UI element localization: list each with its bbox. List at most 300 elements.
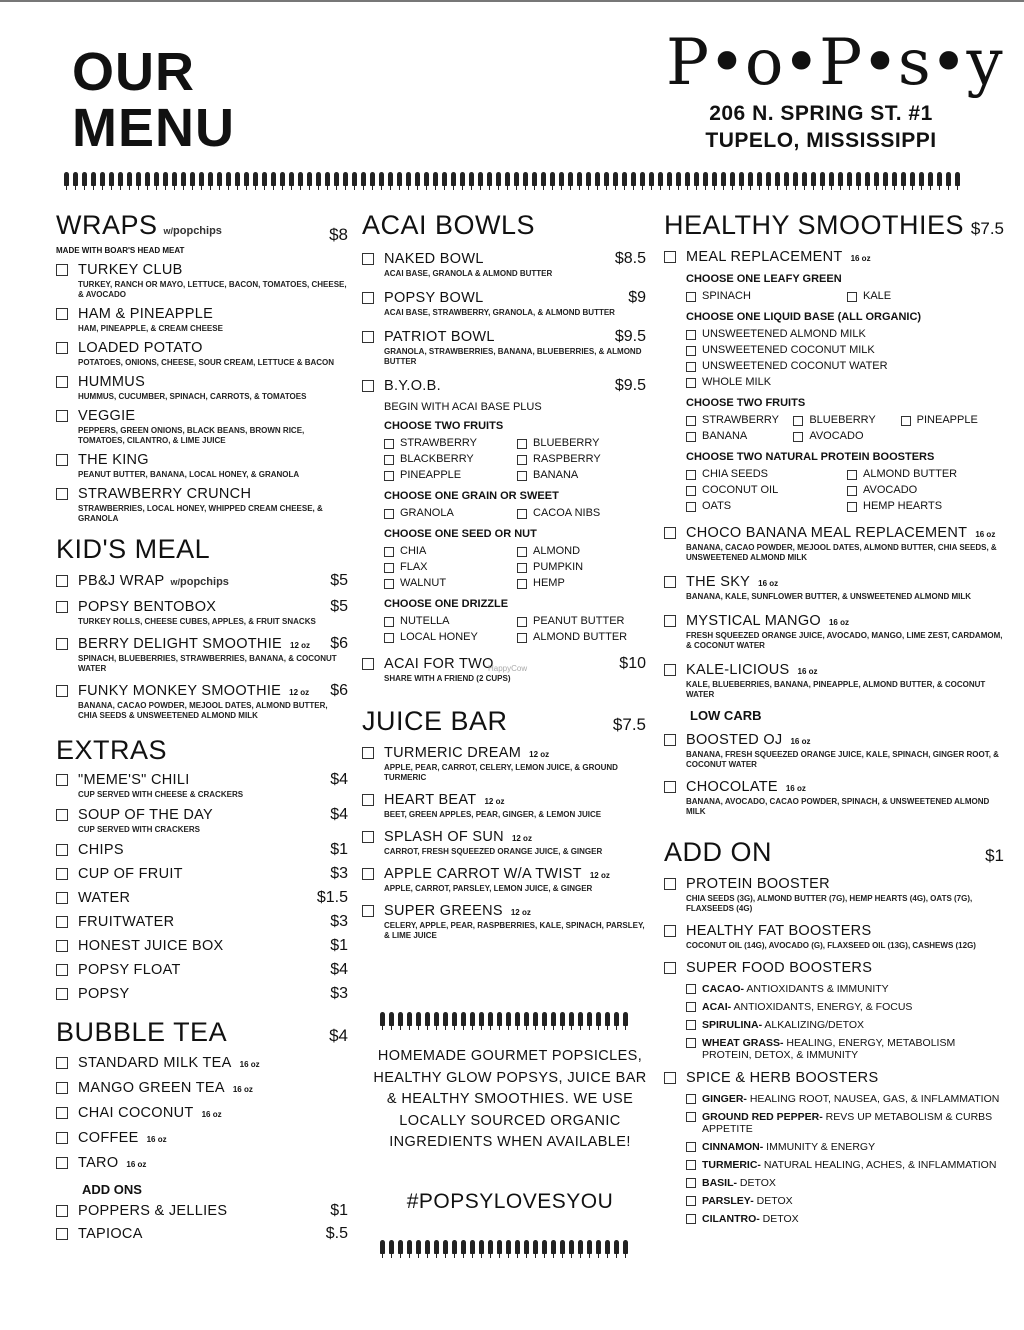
popsicle-icon	[109, 172, 114, 186]
checkbox[interactable]	[686, 1002, 696, 1012]
booster-desc: ANTIOXIDANTS & IMMUNITY	[744, 983, 889, 995]
menu-item[interactable]	[56, 961, 348, 979]
popsicle-divider-middle-bottom	[380, 1240, 628, 1254]
option-label: WALNUT	[400, 577, 447, 589]
booster-item[interactable]	[664, 1195, 1004, 1207]
popsicle-icon	[380, 1012, 385, 1026]
checkbox[interactable]	[384, 633, 394, 643]
option-label: OATS	[702, 500, 732, 512]
menu-item[interactable]	[664, 731, 1004, 770]
protein-booster-item[interactable]	[664, 875, 1004, 914]
popsicle-icon	[352, 172, 357, 186]
checkbox[interactable]	[686, 1094, 696, 1104]
checkbox[interactable]	[686, 416, 696, 426]
option[interactable]	[686, 466, 843, 482]
menu-item[interactable]	[56, 1129, 348, 1147]
booster-item[interactable]	[664, 1177, 1004, 1189]
popsicle-icon	[596, 1240, 601, 1254]
checkbox[interactable]	[56, 410, 68, 422]
checkbox[interactable]	[384, 455, 394, 465]
option[interactable]	[384, 435, 513, 451]
menu-item[interactable]	[664, 573, 1004, 602]
popsicle-icon	[560, 1240, 565, 1254]
option[interactable]	[517, 559, 646, 575]
popsicle-icon	[244, 172, 249, 186]
option-label: ALMOND BUTTER	[863, 468, 958, 480]
checkbox[interactable]	[517, 579, 527, 589]
superfood-booster-item[interactable]	[664, 959, 1004, 977]
popsicle-icon	[551, 1240, 556, 1254]
checkbox[interactable]	[56, 601, 68, 613]
item-desc: TURKEY ROLLS, CHEESE CUBES, APPLES, & FRUIT SNACKS	[78, 617, 316, 626]
checkbox[interactable]	[686, 1160, 696, 1170]
option[interactable]	[686, 326, 1004, 342]
popsicle-icon	[874, 172, 879, 186]
menu-item[interactable]	[56, 339, 348, 368]
menu-item[interactable]	[56, 598, 348, 627]
menu-item[interactable]	[362, 828, 646, 857]
checkbox[interactable]	[686, 1196, 696, 1206]
menu-item[interactable]	[56, 261, 348, 300]
checkbox[interactable]	[362, 794, 374, 806]
popsicle-icon	[433, 172, 438, 186]
checkbox[interactable]	[664, 962, 676, 974]
menu-item[interactable]	[56, 1202, 348, 1220]
popsicle-icon	[217, 172, 222, 186]
checkbox[interactable]	[362, 658, 374, 670]
checkbox[interactable]	[664, 925, 676, 937]
checkbox[interactable]	[56, 844, 68, 856]
option-group-label: CHOOSE TWO FRUITS	[384, 420, 504, 432]
checkbox[interactable]	[362, 380, 374, 392]
menu-item[interactable]	[56, 889, 348, 907]
popsicle-icon	[748, 172, 753, 186]
checkbox[interactable]	[56, 454, 68, 466]
checkbox[interactable]	[56, 575, 68, 587]
item-name: APPLE CARROT W/A TWIST	[384, 866, 582, 882]
spice-booster-item[interactable]	[664, 1069, 1004, 1087]
checkbox[interactable]	[517, 617, 527, 627]
booster-key: GROUND RED PEPPER-	[702, 1111, 823, 1123]
checkbox[interactable]	[56, 685, 68, 697]
checkbox[interactable]	[686, 984, 696, 994]
item-name: HEART BEAT	[384, 792, 477, 808]
checkbox[interactable]	[686, 486, 696, 496]
popsicle-icon	[892, 172, 897, 186]
checkbox[interactable]	[664, 576, 676, 588]
menu-item[interactable]	[56, 1079, 348, 1097]
popsicle-icon	[406, 172, 411, 186]
checkbox[interactable]	[56, 638, 68, 650]
item-name: TAPIOCA	[78, 1226, 143, 1242]
option[interactable]	[686, 482, 843, 498]
option[interactable]	[384, 543, 513, 559]
checkbox[interactable]	[384, 509, 394, 519]
item-name: CHOCO BANANA MEAL REPLACEMENT	[686, 525, 968, 541]
menu-item[interactable]	[56, 865, 348, 883]
option[interactable]	[686, 358, 1004, 374]
checkbox[interactable]	[686, 362, 696, 372]
checkbox[interactable]	[56, 308, 68, 320]
checkbox[interactable]	[56, 264, 68, 276]
checkbox[interactable]	[362, 292, 374, 304]
checkbox[interactable]	[384, 617, 394, 627]
booster-key: PARSLEY-	[702, 1195, 754, 1207]
option[interactable]	[686, 498, 843, 514]
option[interactable]	[847, 498, 1004, 514]
checkbox[interactable]	[517, 563, 527, 573]
popsicle-divider-middle-top	[380, 1012, 628, 1026]
booster-item[interactable]	[664, 983, 1004, 995]
popsicle-icon	[442, 172, 447, 186]
checkbox[interactable]	[56, 916, 68, 928]
menu-item[interactable]	[362, 744, 646, 783]
menu-item[interactable]	[362, 328, 646, 367]
menu-item[interactable]	[56, 1225, 348, 1243]
checkbox[interactable]	[384, 547, 394, 557]
item-name: POPSY	[78, 986, 130, 1002]
checkbox[interactable]	[362, 253, 374, 265]
option-label: UNSWEETENED ALMOND MILK	[702, 328, 866, 340]
menu-item[interactable]	[362, 865, 646, 894]
menu-item[interactable]	[664, 524, 1004, 563]
bubble-tea-header	[56, 1017, 348, 1047]
popsicle-icon	[802, 172, 807, 186]
booster-item[interactable]	[664, 1019, 1004, 1031]
wraps-header	[56, 210, 348, 246]
checkbox[interactable]	[686, 1020, 696, 1030]
popsicle-icon	[613, 172, 618, 186]
section-title-smoothies: HEALTHY SMOOTHIES	[664, 210, 965, 240]
popsicle-icon	[623, 1012, 628, 1026]
popsicle-icon	[551, 1012, 556, 1026]
checkbox[interactable]	[847, 486, 857, 496]
menu-item[interactable]	[362, 289, 646, 318]
checkbox[interactable]	[517, 439, 527, 449]
option-group-label: CHOOSE TWO FRUITS	[686, 397, 806, 409]
checkbox[interactable]	[686, 330, 696, 340]
booster-key: TURMERIC-	[702, 1159, 761, 1171]
option[interactable]	[384, 505, 513, 521]
checkbox[interactable]	[686, 292, 696, 302]
checkbox[interactable]	[517, 633, 527, 643]
bubble-tea-list	[56, 1054, 348, 1172]
item-price: $5	[330, 598, 348, 615]
menu-item[interactable]	[56, 937, 348, 955]
checkbox[interactable]	[56, 1132, 68, 1144]
option[interactable]	[384, 575, 513, 591]
checkbox[interactable]	[686, 1214, 696, 1224]
popsicle-icon	[622, 172, 627, 186]
option[interactable]	[517, 575, 646, 591]
checkbox[interactable]	[664, 878, 676, 890]
option[interactable]	[384, 451, 513, 467]
checkbox[interactable]	[686, 346, 696, 356]
checkbox[interactable]	[664, 781, 676, 793]
checkbox[interactable]	[56, 809, 68, 821]
option[interactable]	[384, 613, 513, 629]
checkbox[interactable]	[362, 905, 374, 917]
booster-item[interactable]	[664, 1213, 1004, 1225]
checkbox[interactable]	[793, 432, 803, 442]
popsicle-icon	[190, 172, 195, 186]
menu-item[interactable]	[56, 407, 348, 446]
checkbox[interactable]	[664, 664, 676, 676]
popsicle-icon	[370, 172, 375, 186]
checkbox[interactable]	[686, 1178, 696, 1188]
fat-booster-item[interactable]	[664, 922, 1004, 951]
meal-replacement-item[interactable]	[664, 248, 1004, 514]
checkbox[interactable]	[686, 1142, 696, 1152]
booster-item[interactable]	[664, 1111, 1004, 1135]
item-name: SOUP OF THE DAY	[78, 807, 214, 823]
item-name: POPSY FLOAT	[78, 962, 181, 978]
section-title-kids: KID'S MEAL	[56, 534, 211, 564]
item-name: HONEST JUICE BOX	[78, 938, 224, 954]
checkbox[interactable]	[686, 432, 696, 442]
checkbox[interactable]	[901, 416, 911, 426]
option[interactable]	[686, 374, 1004, 390]
menu-item[interactable]	[362, 791, 646, 820]
menu-item[interactable]	[56, 572, 348, 590]
menu-item[interactable]	[664, 778, 1004, 817]
popsicle-icon	[515, 1012, 520, 1026]
booster-item[interactable]	[664, 1141, 1004, 1153]
option[interactable]	[517, 543, 646, 559]
checkbox[interactable]	[686, 1038, 696, 1048]
checkbox[interactable]	[362, 331, 374, 343]
checkbox[interactable]	[384, 439, 394, 449]
option[interactable]	[847, 482, 1004, 498]
option[interactable]	[793, 412, 896, 428]
popsicle-icon	[515, 1240, 520, 1254]
checkbox[interactable]	[56, 1228, 68, 1240]
popsicle-icon	[271, 172, 276, 186]
option[interactable]	[517, 435, 646, 451]
menu-item[interactable]	[56, 806, 348, 835]
section-title-wraps	[56, 210, 222, 246]
checkbox[interactable]	[664, 734, 676, 746]
menu-item[interactable]	[56, 841, 348, 859]
section-title-acai: ACAI BOWLS	[362, 210, 536, 240]
option[interactable]	[517, 451, 646, 467]
checkbox[interactable]	[686, 470, 696, 480]
option-grid	[384, 435, 646, 483]
popsicle-icon	[739, 172, 744, 186]
juice-list	[362, 744, 646, 941]
option[interactable]	[686, 428, 789, 444]
option[interactable]	[517, 505, 646, 521]
item-size: 16 oz	[201, 1110, 222, 1119]
extras-header	[56, 735, 348, 765]
checkbox[interactable]	[56, 1107, 68, 1119]
popsicle-icon	[523, 172, 528, 186]
checkbox[interactable]	[517, 547, 527, 557]
checkbox[interactable]	[56, 488, 68, 500]
checkbox[interactable]	[56, 988, 68, 1000]
superfood-booster-name: SUPER FOOD BOOSTERS	[686, 960, 873, 976]
checkbox[interactable]	[793, 416, 803, 426]
popsicle-icon	[578, 1012, 583, 1026]
item-price: $5	[330, 572, 348, 589]
menu-item[interactable]	[362, 250, 646, 279]
checkbox[interactable]	[847, 292, 857, 302]
booster-item[interactable]	[664, 1093, 1004, 1105]
checkbox[interactable]	[56, 342, 68, 354]
popsicle-icon	[389, 1012, 394, 1026]
popsicle-icon	[919, 172, 924, 186]
popsicle-icon	[568, 172, 573, 186]
popsicle-icon	[614, 1240, 619, 1254]
popsicle-icon	[766, 172, 771, 186]
item-price: $1	[330, 937, 348, 954]
booster-key: ACAI-	[702, 1001, 732, 1013]
checkbox[interactable]	[664, 1072, 676, 1084]
smoothie-list	[664, 524, 1004, 700]
popsicle-icon	[595, 172, 600, 186]
checkbox[interactable]	[56, 964, 68, 976]
checkbox[interactable]	[664, 615, 676, 627]
popsicle-icon	[533, 1240, 538, 1254]
option-label: FLAX	[400, 561, 428, 573]
item-name: POPSY BOWL	[384, 290, 484, 306]
item-desc: CELERY, APPLE, PEAR, RASPBERRIES, KALE, SPINACH, PARSLEY, & LIME JUICE	[384, 921, 645, 940]
option[interactable]	[847, 288, 1004, 304]
popsicle-icon	[532, 172, 537, 186]
checkbox[interactable]	[847, 502, 857, 512]
item-desc: HAM, PINEAPPLE, & CREAM CHEESE	[78, 324, 223, 333]
option-label: LOCAL HONEY	[400, 631, 478, 643]
menu-item[interactable]	[56, 985, 348, 1003]
item-name: THE KING	[78, 452, 149, 468]
checkbox[interactable]	[384, 471, 394, 481]
checkbox[interactable]	[56, 1157, 68, 1169]
popsicle-icon	[730, 172, 735, 186]
option-group-label: CHOOSE ONE DRIZZLE	[384, 598, 509, 610]
booster-item[interactable]	[664, 1037, 1004, 1061]
menu-item[interactable]	[56, 1154, 348, 1172]
column-left	[56, 210, 348, 1243]
checkbox[interactable]	[517, 509, 527, 519]
menu-item[interactable]	[664, 612, 1004, 651]
option[interactable]	[517, 613, 646, 629]
option[interactable]	[517, 629, 646, 645]
item-size: 16 oz	[790, 737, 811, 746]
checkbox[interactable]	[362, 747, 374, 759]
option[interactable]	[686, 342, 1004, 358]
checkbox[interactable]	[686, 1112, 696, 1122]
checkbox[interactable]	[517, 471, 527, 481]
menu-item[interactable]	[56, 451, 348, 480]
acai-for-two-price: $10	[619, 655, 646, 672]
popsicle-icon	[496, 172, 501, 186]
menu-item[interactable]	[56, 305, 348, 334]
popsicle-icon	[118, 172, 123, 186]
item-name: LOADED POTATO	[78, 340, 203, 356]
popsicle-icon	[199, 172, 204, 186]
popsicle-icon	[542, 1012, 547, 1026]
item-desc: BEET, GREEN APPLES, PEAR, GINGER, & LEMON JUICE	[384, 810, 602, 819]
checkbox[interactable]	[56, 774, 68, 786]
item-price: $8.5	[614, 250, 646, 267]
item-desc: CUP SERVED WITH CHEESE & CRACKERS	[78, 790, 244, 799]
menu-item[interactable]	[56, 373, 348, 402]
checkbox[interactable]	[362, 831, 374, 843]
menu-item[interactable]	[56, 635, 348, 674]
wraps-note: MADE WITH BOAR'S HEAD MEAT	[56, 246, 185, 255]
checkbox[interactable]	[847, 470, 857, 480]
checkbox[interactable]	[56, 1082, 68, 1094]
item-size: 12 oz	[289, 688, 310, 697]
option[interactable]	[793, 428, 896, 444]
checkbox[interactable]	[384, 579, 394, 589]
checkbox[interactable]	[56, 1057, 68, 1069]
popsicle-icon	[434, 1240, 439, 1254]
option-grid	[686, 466, 1004, 514]
checkbox[interactable]	[384, 563, 394, 573]
popsicle-icon	[469, 172, 474, 186]
option[interactable]	[686, 412, 789, 428]
menu-item[interactable]	[56, 913, 348, 931]
option[interactable]	[901, 412, 1004, 428]
checkbox[interactable]	[56, 376, 68, 388]
checkbox[interactable]	[664, 251, 676, 263]
byob-item[interactable]	[362, 377, 646, 645]
option[interactable]	[517, 467, 646, 483]
option[interactable]	[847, 466, 1004, 482]
smoothies-price: $7.5	[970, 219, 1004, 238]
popsicle-icon	[946, 172, 951, 186]
popsicle-icon	[856, 172, 861, 186]
menu-item[interactable]	[56, 771, 348, 800]
menu-item[interactable]	[56, 485, 348, 524]
booster-item[interactable]	[664, 1159, 1004, 1171]
menu-item[interactable]	[664, 661, 1004, 700]
checkbox[interactable]	[56, 940, 68, 952]
checkbox[interactable]	[56, 868, 68, 880]
checkbox[interactable]	[686, 502, 696, 512]
option-label: PINEAPPLE	[916, 414, 978, 426]
item-name: CHOCOLATE	[686, 779, 778, 795]
checkbox[interactable]	[664, 527, 676, 539]
menu-item[interactable]	[56, 682, 348, 721]
checkbox[interactable]	[362, 868, 374, 880]
checkbox[interactable]	[686, 378, 696, 388]
booster-key: CINNAMON-	[702, 1141, 764, 1153]
option-grid	[686, 412, 1004, 444]
option[interactable]	[686, 288, 843, 304]
popsicle-icon	[361, 172, 366, 186]
address	[666, 100, 986, 154]
option[interactable]	[384, 467, 513, 483]
item-name: CHIPS	[78, 842, 124, 858]
booster-item[interactable]	[664, 1001, 1004, 1013]
popsicle-icon	[721, 172, 726, 186]
page-title	[72, 44, 235, 156]
menu-item[interactable]	[56, 1104, 348, 1122]
menu-item[interactable]	[362, 902, 646, 941]
checkbox[interactable]	[517, 455, 527, 465]
popsicle-icon	[280, 172, 285, 186]
checkbox[interactable]	[56, 1205, 68, 1217]
option[interactable]	[384, 559, 513, 575]
popsicle-icon	[694, 172, 699, 186]
menu-item[interactable]	[56, 1054, 348, 1072]
option[interactable]	[384, 629, 513, 645]
checkbox[interactable]	[56, 892, 68, 904]
option-label: CHIA	[400, 545, 427, 557]
acai-for-two-name: ACAI FOR TWO	[384, 656, 494, 672]
